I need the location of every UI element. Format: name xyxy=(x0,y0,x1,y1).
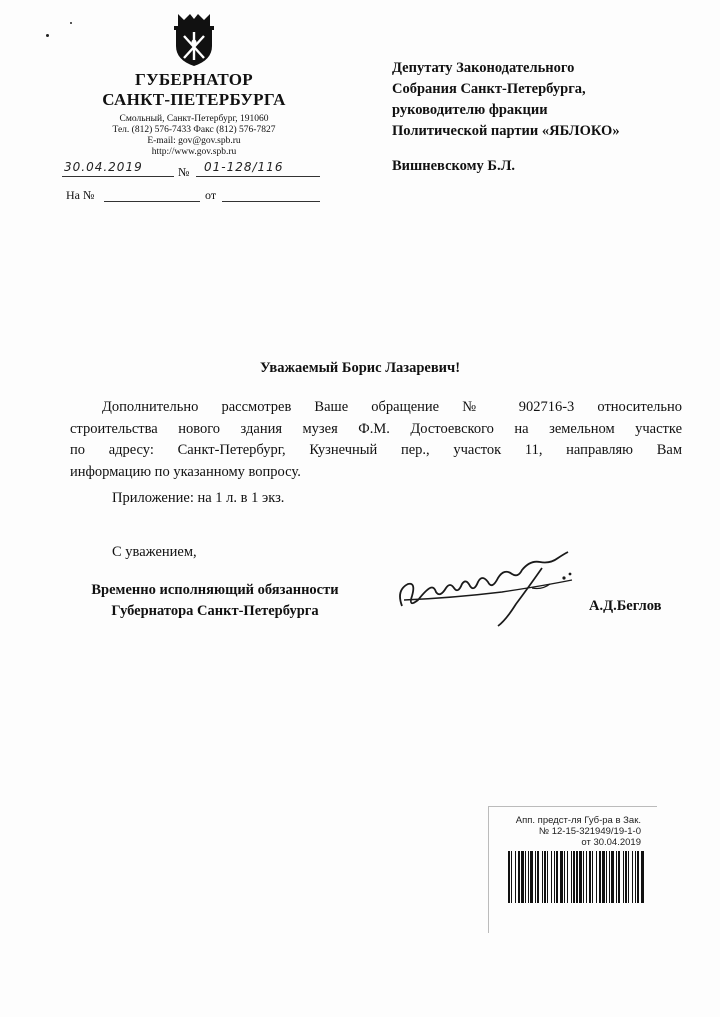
addressee-line4: Политической партии «ЯБЛОКО» xyxy=(392,123,620,139)
scan-speck xyxy=(46,34,49,37)
ref-date-label: от xyxy=(205,188,217,202)
body-paragraph-line2: строительства нового здания музея Ф.М. Достоевского на земельном участке xyxy=(70,420,682,437)
registration-stamp xyxy=(488,806,657,933)
addressee-line3: руководителю фракции xyxy=(392,102,548,118)
addressee-name: Вишневскому Б.Л. xyxy=(392,158,516,174)
handwritten-signature-icon xyxy=(392,540,592,630)
closing-phrase: С уважением, xyxy=(112,544,197,560)
ref-number-label: На № xyxy=(66,188,95,202)
registration-number: 01-128/116 xyxy=(204,160,284,174)
barcode-icon xyxy=(507,851,647,903)
attachment-note: Приложение: на 1 л. в 1 экз. xyxy=(112,490,285,506)
body-paragraph xyxy=(70,397,682,483)
stamp-line3: от 30.04.2019 xyxy=(581,837,641,848)
salutation: Уважаемый Борис Лазаревич! xyxy=(259,360,461,376)
body-paragraph-line4: информацию по указанному вопросу. xyxy=(70,463,301,480)
number-underline xyxy=(196,176,320,177)
org-title-line1: ГУБЕРНАТОР xyxy=(135,70,253,89)
stamp-line1: Апп. предст-ля Губ-ра в Зак. xyxy=(515,815,641,826)
addressee-line1: Депутату Законодательного xyxy=(392,60,575,76)
body-paragraph-line1: Дополнительно рассмотрев Ваше обращение № 902716-3 относительно xyxy=(102,399,682,415)
scan-speck xyxy=(70,22,72,24)
org-phone-fax: Тел. (812) 576-7433 Факс (812) 576-7827 xyxy=(112,125,276,135)
stamp-line2: № 12-15-321949/19-1-0 xyxy=(538,826,641,837)
addressee-line2: Собрания Санкт-Петербурга, xyxy=(392,81,586,97)
body-paragraph-line3: по адресу: Санкт-Петербург, Кузнечный пер., участок 11, направляю Вам xyxy=(70,442,682,458)
coat-of-arms-icon xyxy=(170,10,218,68)
ref-date-underline xyxy=(222,201,320,202)
signatory-name: А.Д.Беглов xyxy=(589,598,662,614)
org-email: E-mail: gov@gov.spb.ru xyxy=(147,136,241,146)
signatory-title-line2: Губернатора Санкт-Петербурга xyxy=(111,603,319,619)
ref-number-underline xyxy=(104,201,200,202)
registration-date: 30.04.2019 xyxy=(64,160,143,174)
org-address: Смольный, Санкт-Петербург, 191060 xyxy=(119,114,269,124)
org-website: http://www.gov.spb.ru xyxy=(151,147,237,157)
signatory-title-line1: Временно исполняющий обязанности xyxy=(91,582,339,598)
date-underline xyxy=(62,176,174,177)
number-sign: № xyxy=(178,165,190,179)
org-title-line2: САНКТ-ПЕТЕРБУРГА xyxy=(102,90,286,109)
